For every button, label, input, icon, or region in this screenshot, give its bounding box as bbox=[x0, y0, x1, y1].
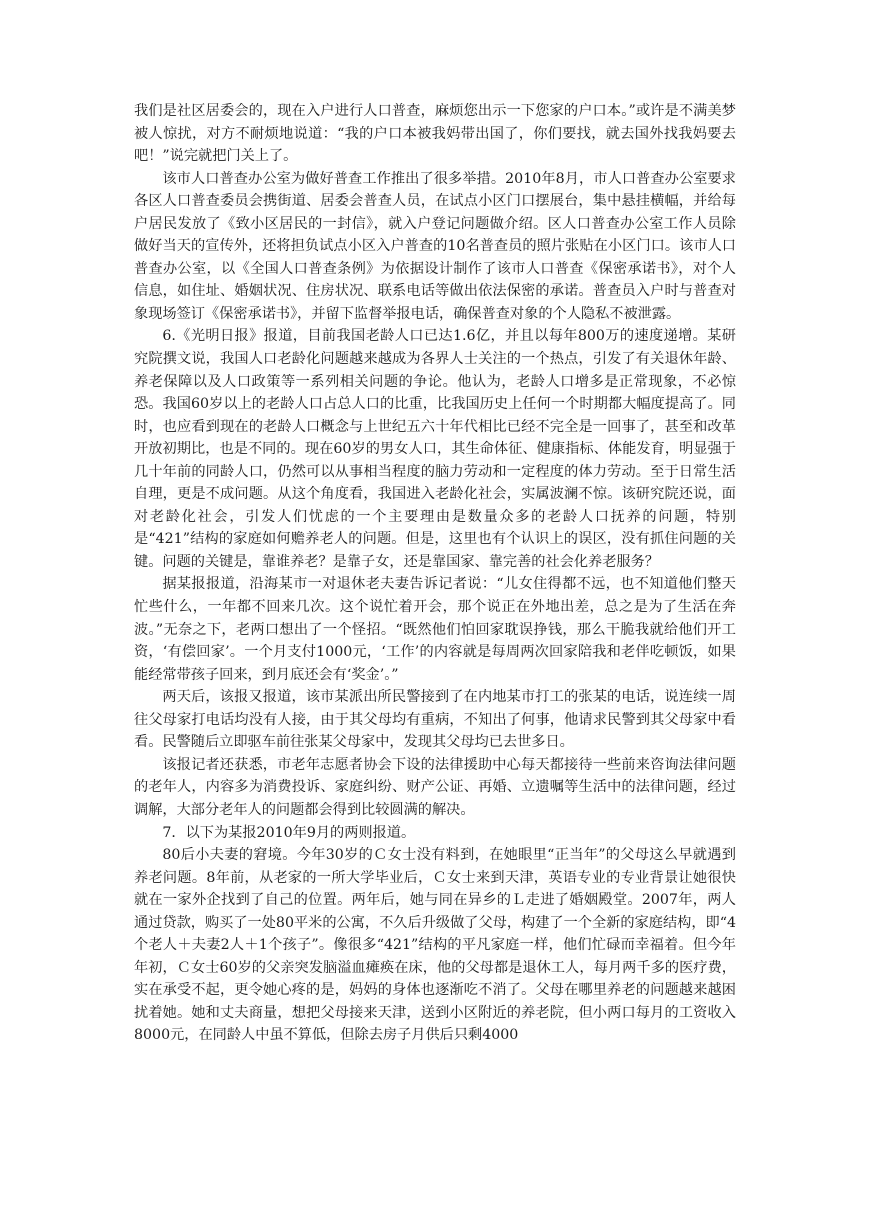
paragraph-item-6-aging: 6.《光明日报》报道，目前我国老龄人口已达1.6亿，并且以每年800万的速度递增。某研究院撰文说，我国人口老龄化问题越来越成为各界人士关注的一个热点，引发了有关退休年龄、养老保障以及人口政策等一系列相关问题的争论。他认为，老龄人口增多是正常现象，不必惊恐。我国60岁以上的老龄人口占总人口的比重，比我国历史上任何一个时期都大幅度提高了。同时，也应看到现在的老龄人口概念与上世纪五六十年代相比已经不完全是一回事了，甚至和改革开放初期比，也是不同的。现在60岁的男女人口，其生命体征、健康指标、体能发育，明显强于几十年前的同龄人口，仍然可以从事相当程度的脑力劳动和一定程度的体力劳动。至于日常生活自理，更是不成问题。从这个角度看，我国进入老龄化社会，实属波澜不惊。该研究院还说，面对老龄化社会，引发人们忧虑的一个主要理由是数量众多的老龄人口抚养的问题，特别是“421”结构的家庭如何赡养老人的问题。但是，这里也有个认识上的误区，没有抓住问题的关键。问题的关键是，靠谁养老？是靠子女，还是靠国家、靠完善的社会化养老服务？ bbox=[134, 328, 736, 570]
paragraph-census-measures: 该市人口普查办公室为做好普查工作推出了很多举措。2010年8月，市人口普查办公室要求各区人口普查委员会携街道、居委会普查人员，在试点小区门口摆展台，集中悬挂横幅，并给每户居民发放了《致小区居民的一封信》，就入户登记问题做介绍。区人口普查办公室工作人员除做好当天的宣传外，还将担负试点小区入户普查的10名普查员的照片张贴在小区门口。该市人口普查办公室，以《全国人口普查条例》为依据设计制作了该市人口普查《保密承诺书》，对个人信息，如住址、婚姻状况、住房状况、联系电话等做出依法保密的承诺。普查员入户时与普查对象现场签订《保密承诺书》，并留下监督举报电话，确保普查对象的个人隐私不被泄露。 bbox=[134, 170, 736, 322]
paragraph-police-report: 两天后，该报又报道，该市某派出所民警接到了在内地某市打工的张某的电话，说连续一周往父母家打电话均没有人接，由于其父母均有重病，不知出了何事，他请求民警到其父母家中看看。民警随后立即驱车前往张某父母家中，发现其父母均已去世多日。 bbox=[134, 689, 736, 751]
paragraph-couple-dilemma: 80后小夫妻的窘境。今年30岁的Ｃ女士没有料到，在她眼里“正当年”的父母这么早就遇到养老问题。8年前，从老家的一所大学毕业后，Ｃ女士来到天津，英语专业的专业背景让她很快就在一家外企找到了自己的位置。两年后，她与同在异乡的Ｌ走进了婚姻殿堂。2007年，两人通过贷款，购买了一处80平米的公寓，不久后升级做了父母，构建了一个全新的家庭结构，即“4个老人＋夫妻2人＋1个孩子”。像很多“421”结构的平凡家庭一样，他们忙碌而幸福着。但今年年初，Ｃ女士60岁的父亲突发脑溢血瘫痪在床，他的父母都是退休工人，每月两千多的医疗费，实在承受不起，更令她心疼的是，妈妈的身体也逐渐吃不消了。父母在哪里养老的问题越来越困扰着她。她和丈夫商量，想把父母接来天津，送到小区附近的养老院，但小两口每月的工资收入8000元，在同龄人中虽不算低，但除去房子月供后只剩4000 bbox=[134, 847, 736, 1044]
paragraph-census-door: 我们是社区居委会的，现在入户进行人口普查，麻烦您出示一下您家的户口本。”或许是不满美梦被人惊扰，对方不耐烦地说道：“我的户口本被我妈带出国了，你们要找，就去国外找我妈要去吧！”说完就把门关上了。 bbox=[134, 103, 736, 165]
paragraph-item-7-heading: 7．以下为某报2010年9月的两则报道。 bbox=[162, 824, 416, 841]
paragraph-paid-visits: 据某报报道，沿海某市一对退休老夫妻告诉记者说：“儿女住得都不远，也不知道他们整天忙些什么，一年都不回来几次。这个说忙着开会，那个说正在外地出差，总之是为了生活在奔波。”无奈之下，老两口想出了一个怪招。“既然他们怕回家耽误挣钱，那么干脆我就给他们开工资，‘有偿回家’。一个月支付1000元，‘工作’的内容就是每周两次回家陪我和老伴吃顿饭，如果能经常带孩子回来，到月底还会有‘奖金’。” bbox=[134, 576, 736, 683]
document-page bbox=[134, 100, 736, 1047]
paragraph-legal-aid: 该报记者还获悉，市老年志愿者协会下设的法律援助中心每天都接待一些前来咨询法律问题的老年人，内容多为消费投诉、家庭纠纷、财产公证、再婚、立遗嘱等生活中的法律问题，经过调解，大部分老年人的问题都会得到比较圆满的解决。 bbox=[134, 756, 736, 818]
